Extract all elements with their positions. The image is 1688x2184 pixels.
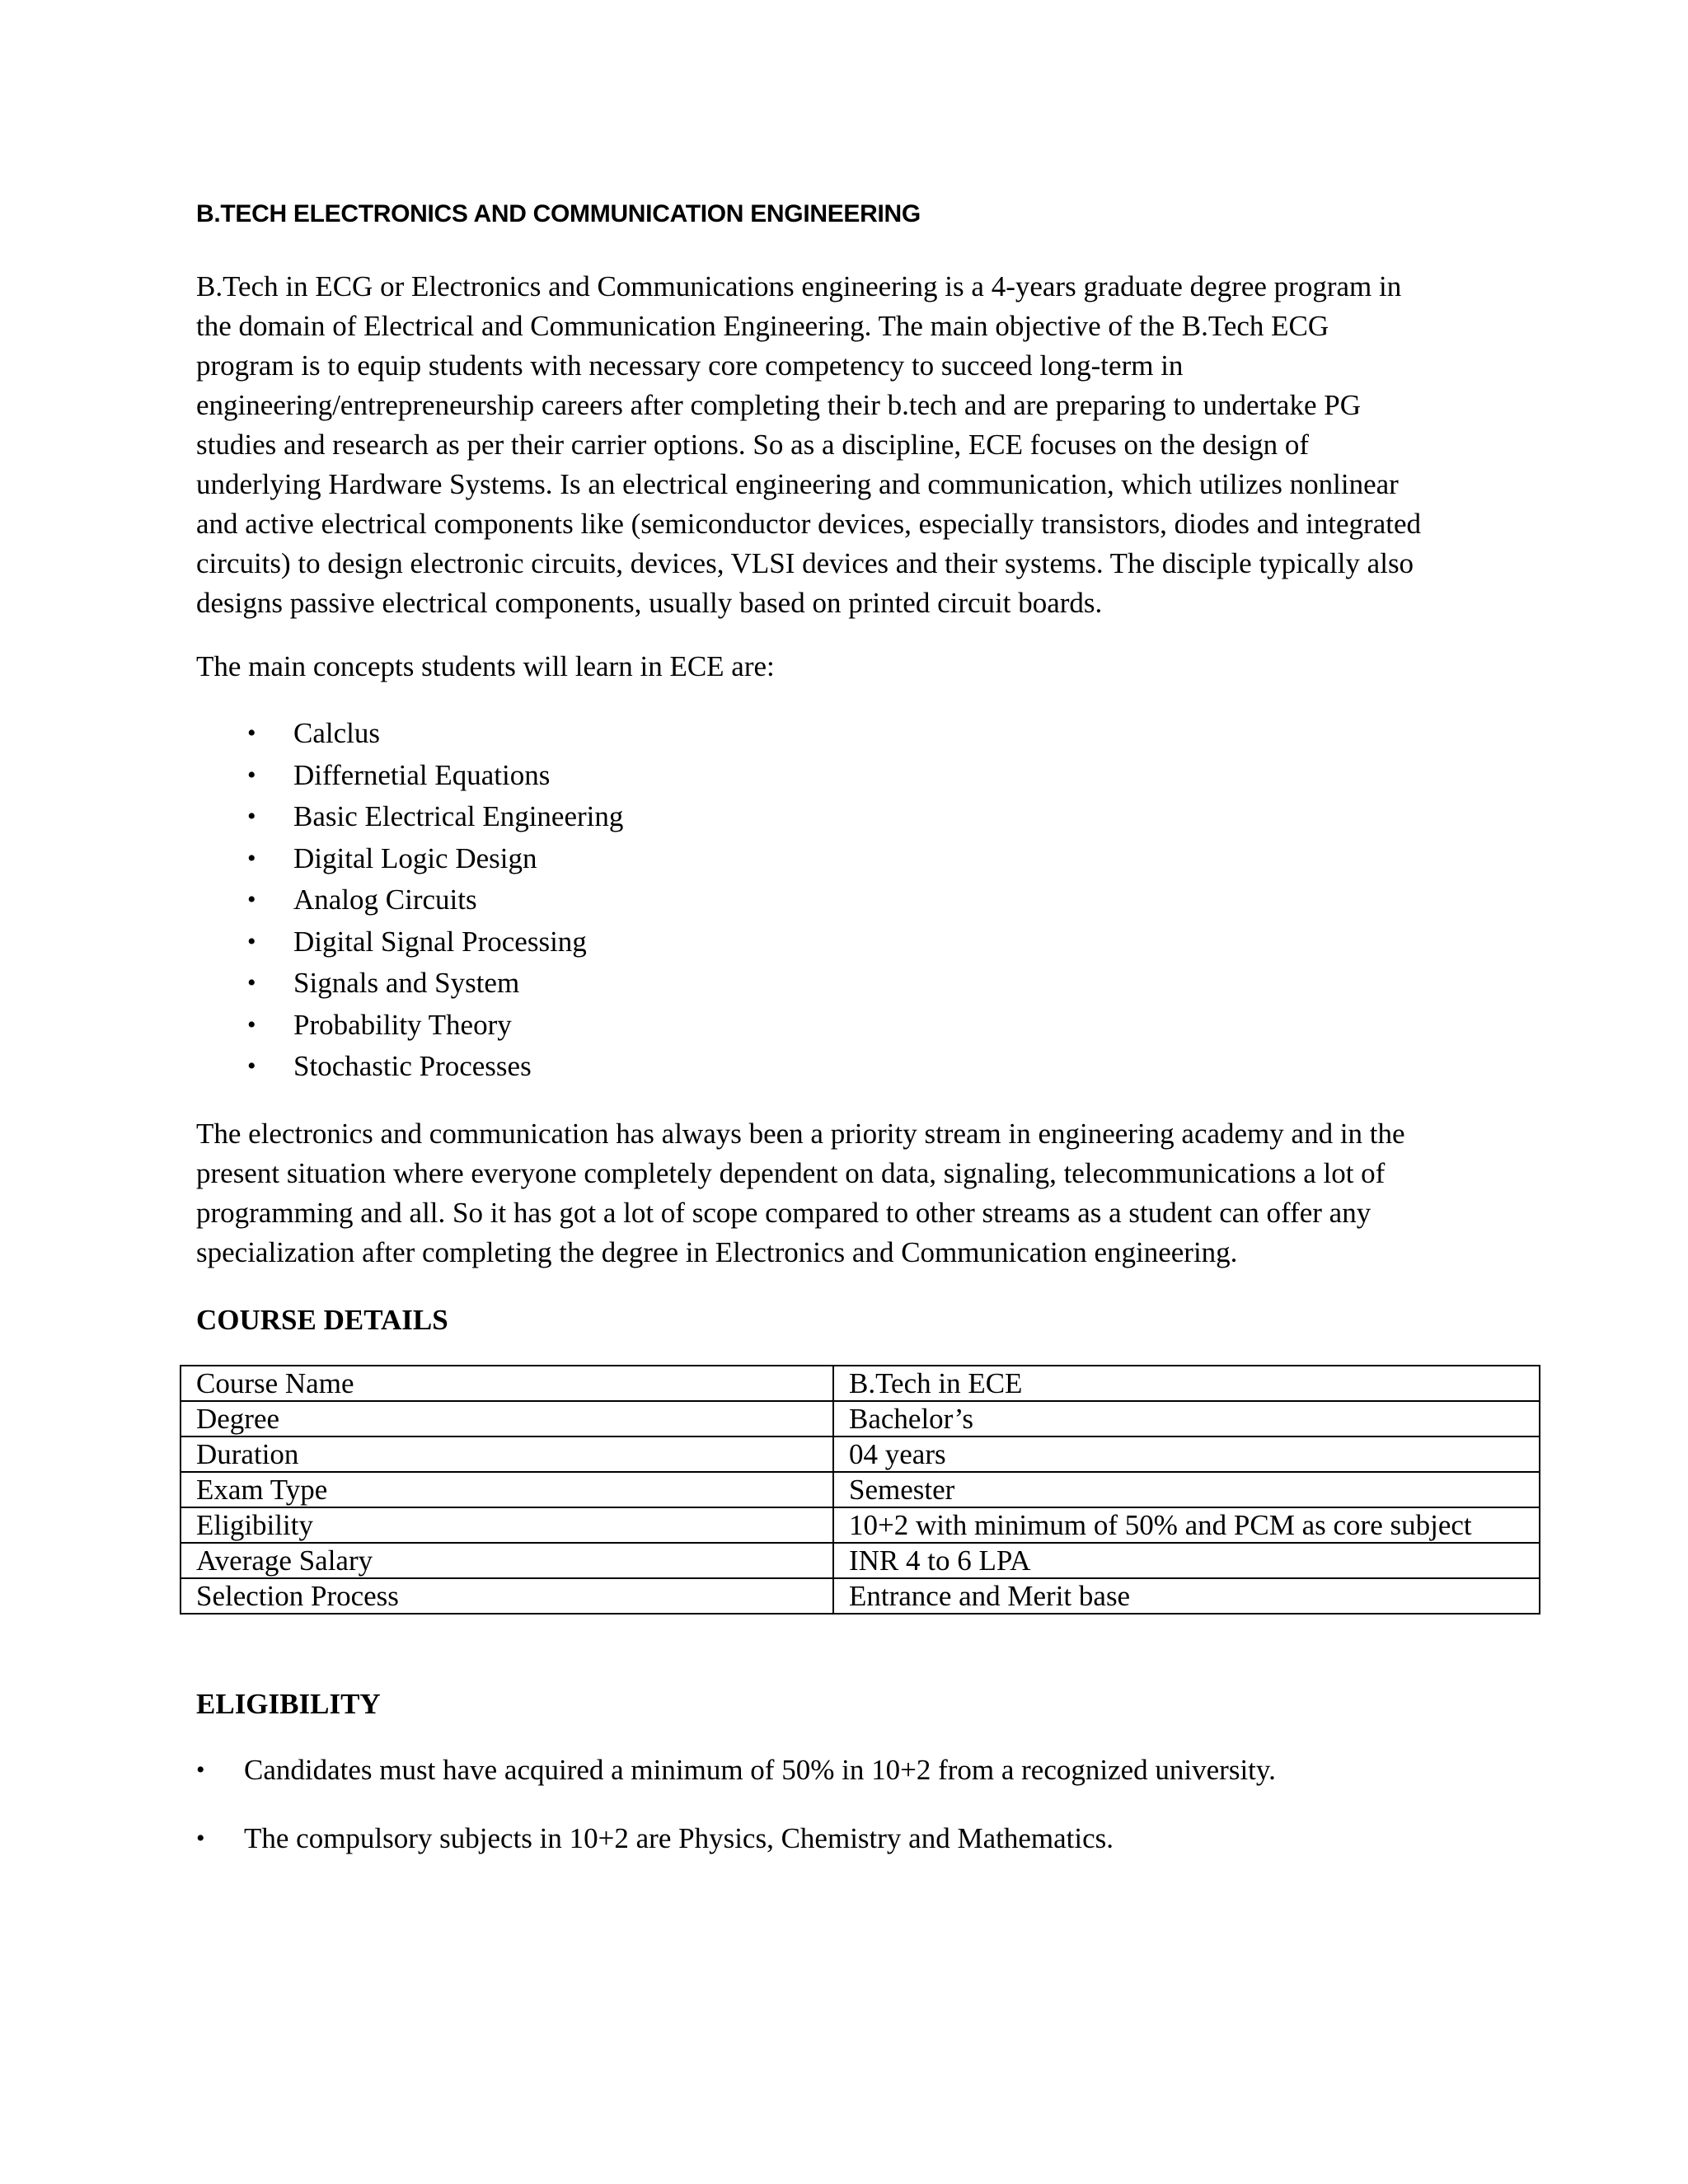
course-details-heading: COURSE DETAILS — [196, 1304, 448, 1336]
scope-line: present situation where everyone completely dependent on data, signaling, telecommunications a lot of — [196, 1157, 1386, 1189]
table-row — [181, 1436, 1540, 1472]
list-item — [247, 799, 623, 841]
table-cell-value: 10+2 with minimum of 50% and PCM as core subject — [833, 1507, 1540, 1543]
scope-line: specialization after completing the degree in Electronics and Communication engineering. — [196, 1236, 1238, 1268]
table-cell-value: Semester — [833, 1472, 1540, 1507]
list-item — [247, 1048, 623, 1090]
scope-line: The electronics and communication has always been a priority stream in engineering academy and in the — [196, 1118, 1405, 1150]
table-cell-label: Selection Process — [181, 1578, 833, 1614]
intro-line: B.Tech in ECG or Electronics and Communications engineering is a 4-years graduate degree program in — [196, 270, 1402, 302]
concept-label: Probability Theory — [293, 1008, 512, 1041]
table-row — [181, 1543, 1540, 1578]
list-item — [196, 1821, 1276, 1889]
eligibility-list — [196, 1752, 1276, 1889]
intro-line: studies and research as per their carrier options. So as a discipline, ECE focuses on the design of — [196, 429, 1310, 461]
eligibility-text: The compulsory subjects in 10+2 are Physics, Chemistry and Mathematics. — [244, 1822, 1114, 1854]
intro-line: and active electrical components like (semiconductor devices, especially transistors, diodes and integrated — [196, 508, 1421, 540]
intro-line: circuits) to design electronic circuits, devices, VLSI devices and their systems. The disciple typically also — [196, 547, 1414, 579]
intro-line: program is to equip students with necessary core competency to succeed long-term in — [196, 349, 1184, 382]
page-title: B.TECH ELECTRONICS AND COMMUNICATION ENGINEERING — [196, 200, 921, 227]
table-row — [181, 1472, 1540, 1507]
concept-label: Stochastic Processes — [293, 1050, 532, 1082]
eligibility-heading: ELIGIBILITY — [196, 1688, 381, 1720]
table-cell-value: INR 4 to 6 LPA — [833, 1543, 1540, 1578]
bullet-icon: • — [196, 1825, 205, 1852]
bullet-icon: • — [247, 761, 256, 789]
table-row — [181, 1507, 1540, 1543]
bullet-icon: • — [247, 844, 256, 872]
table-row — [181, 1578, 1540, 1614]
list-item — [247, 965, 623, 1007]
list-item — [247, 882, 623, 924]
table-row — [181, 1401, 1540, 1436]
bullet-icon: • — [247, 1052, 256, 1080]
bullet-icon: • — [196, 1756, 205, 1783]
table-cell-label: Course Name — [181, 1366, 833, 1401]
list-item — [247, 1007, 623, 1049]
course-details-table — [180, 1365, 1540, 1615]
table-row — [181, 1366, 1540, 1401]
table-cell-value: Entrance and Merit base — [833, 1578, 1540, 1614]
concepts-intro — [196, 647, 775, 687]
table-cell-value: 04 years — [833, 1436, 1540, 1472]
table-cell-label: Average Salary — [181, 1543, 833, 1578]
table-cell-label: Duration — [181, 1436, 833, 1472]
intro-paragraph — [196, 267, 1421, 623]
bullet-icon: • — [247, 886, 256, 913]
bullet-icon: • — [247, 1010, 256, 1038]
intro-line: underlying Hardware Systems. Is an electrical engineering and communication, which utilizes nonlinear — [196, 468, 1399, 500]
intro-line: designs passive electrical components, usually based on printed circuit boards. — [196, 587, 1103, 619]
scope-line: programming and all. So it has got a lot of scope compared to other streams as a student can offer any — [196, 1197, 1372, 1229]
concept-label: Differnetial Equations — [293, 758, 551, 791]
list-item — [196, 1752, 1276, 1821]
concept-label: Calclus — [293, 717, 380, 749]
intro-line: engineering/entrepreneurship careers after completing their b.tech and are preparing to undertake PG — [196, 389, 1361, 421]
bullet-icon: • — [247, 969, 256, 996]
table-cell-label: Eligibility — [181, 1507, 833, 1543]
bullet-icon: • — [247, 927, 256, 955]
concept-label: Basic Electrical Engineering — [293, 800, 624, 832]
table-cell-label: Degree — [181, 1401, 833, 1436]
intro-line: the domain of Electrical and Communication Engineering. The main objective of the B.Tech ECG — [196, 310, 1329, 342]
eligibility-text: Candidates must have acquired a minimum of 50% in 10+2 from a recognized university. — [244, 1754, 1276, 1786]
concept-label: Analog Circuits — [293, 883, 477, 916]
concept-label: Digital Logic Design — [293, 841, 537, 874]
bullet-icon: • — [247, 719, 256, 747]
concept-label: Digital Signal Processing — [293, 925, 587, 958]
table-cell-value: Bachelor’s — [833, 1401, 1540, 1436]
list-item — [247, 757, 623, 799]
concept-label: Signals and System — [293, 967, 520, 999]
list-item — [247, 841, 623, 883]
table-cell-label: Exam Type — [181, 1472, 833, 1507]
table-cell-value: B.Tech in ECE — [833, 1366, 1540, 1401]
list-item — [247, 715, 623, 757]
list-item — [247, 924, 623, 966]
concepts-list — [247, 715, 623, 1090]
bullet-icon: • — [247, 803, 256, 830]
concepts-intro-text: The main concepts students will learn in ECE are: — [196, 650, 775, 682]
scope-paragraph — [196, 1114, 1405, 1272]
